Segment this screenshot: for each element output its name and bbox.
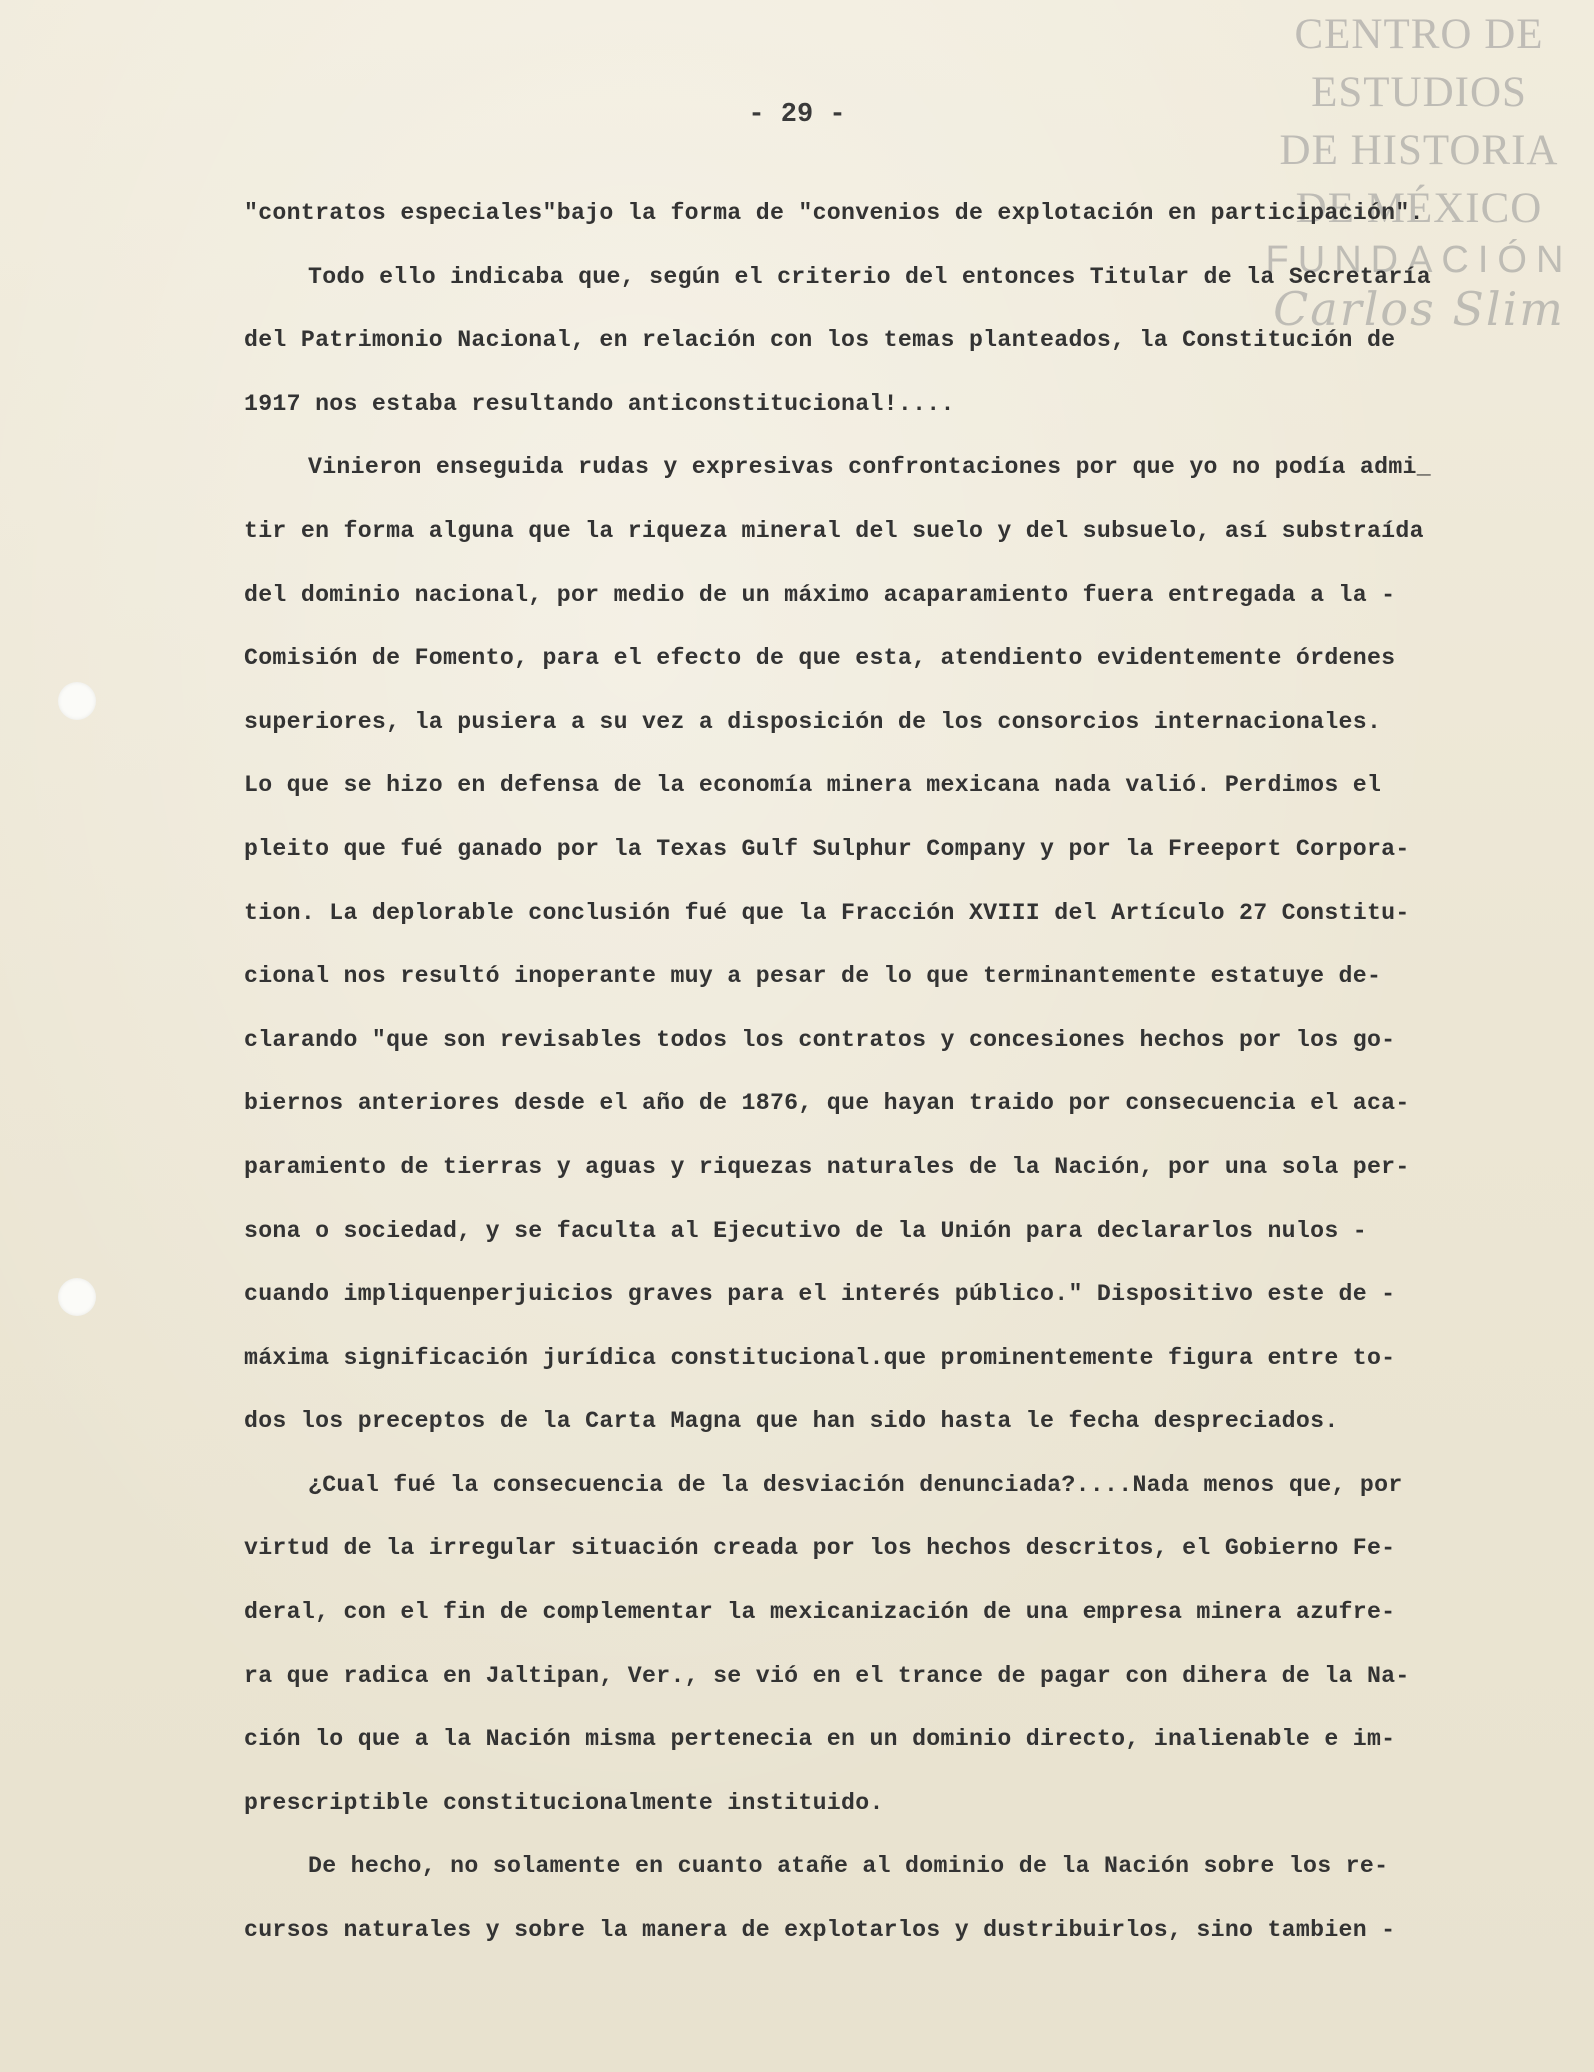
text-line: del dominio nacional, por medio de un máximo acaparamiento fuera entregada a la - [244, 581, 1396, 608]
text-line: ra que radica en Jaltipan, Ver., se vió en el trance de pagar con dihera de la Na- [244, 1662, 1410, 1689]
watermark-line: DE MÉXICO [1295, 185, 1543, 232]
text-line: De hecho, no solamente en cuanto atañe al dominio de la Nación sobre los re- [308, 1853, 1389, 1880]
text-line: del Patrimonio Nacional, en relación con los temas planteados, la Constitución de [244, 327, 1396, 354]
text-line: Comisión de Fomento, para el efecto de que esta, atendiento evidentemente órdenes [244, 645, 1396, 672]
text-line: paramiento de tierras y aguas y riquezas naturales de la Nación, por una sola per- [244, 1153, 1410, 1180]
text-line: ción lo que a la Nación misma pertenecia en un dominio directo, inalienable e im- [244, 1726, 1396, 1753]
text-line: máxima significación jurídica constitucional.que prominentemente figura entre to- [244, 1344, 1396, 1371]
text-line: prescriptible constitucionalmente instituido. [244, 1789, 884, 1816]
text-line: clarando "que son revisables todos los contratos y concesiones hechos por los go- [244, 1026, 1396, 1053]
watermark-signature: Carlos Slim [1273, 282, 1565, 336]
watermark-line: ESTUDIOS [1311, 69, 1527, 116]
text-line: sona o sociedad, y se faculta al Ejecutivo de la Unión para declararlos nulos - [244, 1217, 1367, 1244]
watermark-line: DE HISTORIA [1279, 127, 1559, 174]
text-line: superiores, la pusiera a su vez a disposición de los consorcios internacionales. [244, 708, 1382, 735]
watermark-fundacion: FUNDACIÓN [1265, 239, 1573, 281]
typed-body-text [244, 182, 1554, 1963]
text-line: cional nos resultó inoperante muy a pesar de lo que terminantemente estatuye de- [244, 963, 1382, 990]
text-line: Lo que se hizo en defensa de la economía minera mexicana nada valió. Perdimos el [244, 772, 1382, 799]
text-line: tion. La deplorable conclusión fué que la Fracción XVIII del Artículo 27 Constitu- [244, 899, 1410, 926]
text-line: Todo ello indicaba que, según el criterio del entonces Titular de la Secretaría [308, 263, 1431, 290]
text-line: ¿Cual fué la consecuencia de la desviación denunciada?....Nada menos que, por [308, 1471, 1403, 1498]
text-line: tir en forma alguna que la riqueza mineral del suelo y del subsuelo, así substraída [244, 517, 1424, 544]
text-line: pleito que fué ganado por la Texas Gulf Sulphur Company y por la Freeport Corpora- [244, 835, 1410, 862]
punch-hole [58, 682, 96, 720]
text-line: "contratos especiales"bajo la forma de "convenios de explotación en participación". [244, 200, 1424, 226]
text-line: biernos anteriores desde el año de 1876, que hayan traido por consecuencia el aca- [244, 1090, 1410, 1117]
punch-hole [58, 1278, 96, 1316]
watermark-line: CENTRO DE [1294, 11, 1544, 58]
text-line: deral, con el fin de complementar la mexicanización de una empresa minera azufre- [244, 1599, 1396, 1626]
text-line: 1917 nos estaba resultando anticonstitucional!.... [244, 390, 955, 417]
page-number: - 29 - [748, 100, 846, 130]
text-line: Vinieron enseguida rudas y expresivas confrontaciones por que yo no podía admi_ [308, 454, 1431, 481]
text-line: cursos naturales y sobre la manera de explotarlos y dustribuirlos, sino tambien - [244, 1917, 1396, 1944]
text-line: virtud de la irregular situación creada por los hechos descritos, el Gobierno Fe- [244, 1535, 1396, 1562]
text-line: cuando impliquenperjuicios graves para el interés público." Dispositivo este de - [244, 1281, 1396, 1308]
text-line: dos los preceptos de la Carta Magna que han sido hasta le fecha despreciados. [244, 1408, 1339, 1435]
